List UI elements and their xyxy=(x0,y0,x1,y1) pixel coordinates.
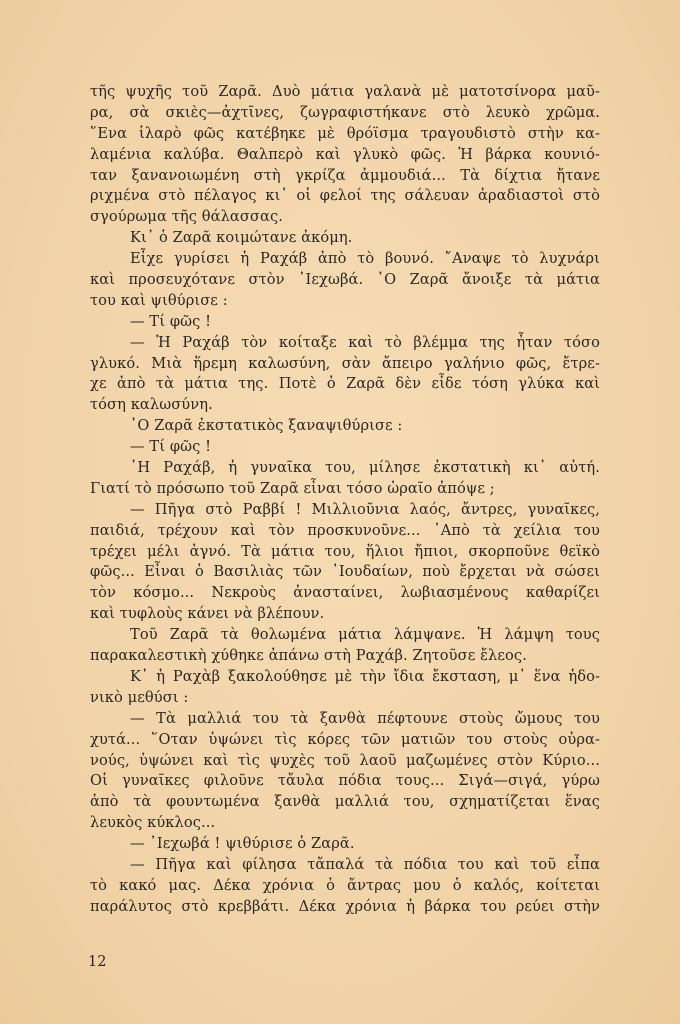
text-line: ῾Ο Ζαρᾶ ἐκστατικὸς ξαναψιθύρισε : xyxy=(130,417,403,435)
text-line: σγούρωμα τῆς θάλασσας. xyxy=(90,208,283,226)
text-line: ῞Ενα ἱλαρὸ φῶς κατέβηκε μὲ θρόϊσμα τραγουδιστὸ στὴν κα- xyxy=(90,124,600,142)
text-line: — Ἡ Ραχάβ τὸν κοίταξε καὶ τὸ βλέμμα της ἦταν τόσο xyxy=(130,333,600,351)
text-line: λευκὸς κύκλος... xyxy=(90,814,216,832)
text-line: νούς, ὑψώνει καὶ τὶς ψυχὲς τοῦ λαοῦ μαζωμένες στὸν Κύριο... xyxy=(90,751,600,769)
text-line: καὶ προσευχότανε στὸν ᾽Ιεχωβά. ῾Ο Ζαρᾶ ἄνοιξε τὰ μάτια xyxy=(90,271,600,289)
body-text xyxy=(90,82,600,918)
text-line: ταν ξανανοιωμένη στὴ γκρίζα ἀμμουδιά... Τὰ δίχτια ἤτανε xyxy=(90,166,600,184)
text-line: του καὶ ψιθύρισε : xyxy=(90,291,228,309)
text-line: — Πῆγα καὶ φίλησα τἄπαλά τὰ πόδια του καὶ τοῦ εἶπα xyxy=(130,855,600,873)
text-line: ρα, σὰ σκιὲς—ἀχτῖνες, ζωγραφιστήκανε στὸ λευκὸ χρῶμα. xyxy=(90,103,600,121)
text-line: παράλυτος στὸ κρεββάτι. Δέκα χρόνια ἡ βάρκα του ρεύει στὴν xyxy=(90,897,600,915)
text-line: Κι᾽ ὁ Ζαρᾶ κοιμώτανε ἀκόμη. xyxy=(130,229,353,247)
text-line: τόση καλωσύνη. xyxy=(90,396,213,414)
text-line: τὸ κακό μας. Δέκα χρόνια ὁ ἄντρας μου ὁ καλός, κοίτεται xyxy=(90,876,600,894)
text-line: — Τὰ μαλλιά του τὰ ξανθὰ πέφτουνε στοὺς ὤμους του xyxy=(130,709,600,727)
text-line: τὸν κόσμο... Νεκροὺς ἀνασταίνει, λωβιασμένους καθαρίζει xyxy=(90,584,600,602)
text-line: τῆς ψυχῆς τοῦ Ζαρᾶ. Δυὸ μάτια γαλανὰ μὲ ματοτσίνορα μαῦ- xyxy=(90,83,600,100)
text-line: ἀπὸ τὰ φουντωμένα ξανθὰ μαλλιά του, σχηματίζεται ἕνας xyxy=(90,793,600,811)
text-line: λαμένια καλύβα. Θαλπερὸ καὶ γλυκὸ φῶς. Ἡ βάρκα κουνιό- xyxy=(90,145,600,163)
text-line: Γιατί τὸ πρόσωπο τοῦ Ζαρᾶ εἶναι τόσο ὡραῖο ἀπόψε ; xyxy=(90,479,495,497)
text-line: Κ᾽ ἡ Ραχὰβ ξακολούθησε μὲ τὴν ἴδια ἔκσταση, μ᾽ ἕνα ἡδο- xyxy=(130,667,600,685)
text-line: ριχμένα στὸ πέλαγος κι᾽ οἱ φελοί της σάλευαν ἀραδιαστοὶ στὸ xyxy=(90,187,600,205)
text-line: παιδιά, τρέχουν καὶ τὸν προσκυνοῦνε... ᾽Απὸ τὰ χείλια του xyxy=(90,521,600,539)
text-line: χε ἀπὸ τὰ μάτια της. Ποτὲ ὁ Ζαρᾶ δὲν εἶδε τόση γλύκα καὶ xyxy=(90,375,600,393)
text-line: Εἶχε γυρίσει ἡ Ραχάβ ἀπὸ τὸ βουνό. ῎Αναψε τὸ λυχνάρι xyxy=(130,250,600,268)
text-line: τρέχει μέλι ἁγνό. Τὰ μάτια του, ἥλιοι ἤπιοι, σκορποῦνε θεϊκὸ xyxy=(90,542,600,560)
text-line: νικὸ μεθύσι : xyxy=(90,688,189,706)
text-line: φῶς... Εἶναι ὁ Βασιλιὰς τῶν ᾽Ιουδαίων, ποὺ ἔρχεται νὰ σώσει xyxy=(90,563,600,581)
page-number: 12 xyxy=(88,954,107,970)
text-line: παρακαλεστικὴ χύθηκε ἀπάνω στὴ Ραχάβ. Ζητοῦσε ἔλεος. xyxy=(90,647,527,665)
text-line: — Πῆγα στὸ Ραββί ! Μιλλιοῦνια λαός, ἄντρες, γυναῖκες, xyxy=(130,500,600,518)
text-line: χυτά... ῞Οταν ὑψώνει τὶς κόρες τῶν ματιῶν του στοὺς οὐρα- xyxy=(90,730,600,748)
text-line: Οἱ γυναῖκες φιλοῦνε τἄυλα πόδια τους... Σιγά—σιγά, γύρω xyxy=(90,772,600,790)
text-line: καὶ τυφλοὺς κάνει νὰ βλέπουν. xyxy=(90,605,325,623)
text-line: γλυκό. Μιὰ ἥρεμη καλωσύνη, σὰν ἄπειρο γαλήνιο φῶς, ἔτρε- xyxy=(90,354,600,372)
text-line: Τοῦ Ζαρᾶ τὰ θολωμένα μάτια λάμψανε. Ἡ λάμψη τους xyxy=(130,626,600,644)
text-line: — Τί φῶς ! xyxy=(130,312,212,330)
text-line: — Τί φῶς ! xyxy=(130,438,212,456)
text-line: — ᾽Ιεχωβά ! ψιθύρισε ὁ Ζαρᾶ. xyxy=(130,835,355,853)
text-line: ῾Η Ραχάβ, ἡ γυναῖκα του, μίλησε ἐκστατικὴ κι᾽ αὐτή. xyxy=(130,459,600,477)
